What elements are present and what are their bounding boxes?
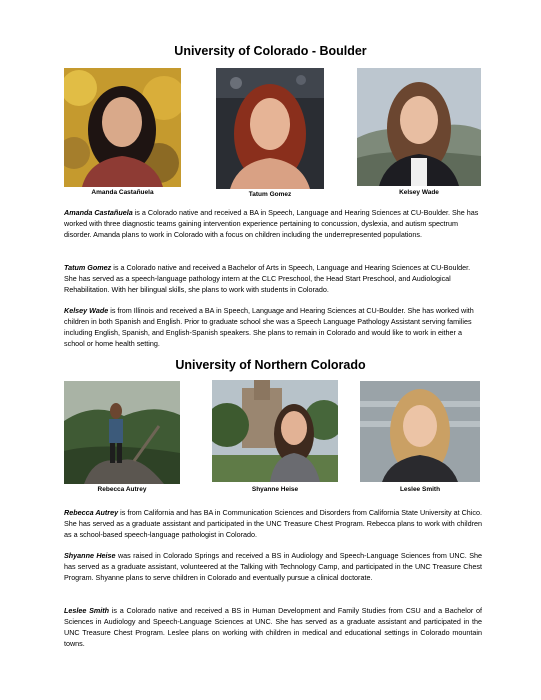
caption-tatum-gomez: Tatum Gomez (248, 191, 292, 198)
photo-amanda-castanuela (64, 68, 181, 187)
photo-tatum-gomez (216, 68, 324, 189)
caption-leslee-smith: Leslee Smith (399, 486, 441, 493)
bio-name-leslee-smith: Leslee Smith (64, 606, 110, 615)
bio-shyanne-heise (64, 550, 482, 583)
bio-amanda-castanuela (64, 207, 482, 240)
bio-tatum-gomez (64, 262, 482, 295)
bio-text-leslee-smith: is a Colorado native and received a BS in Human Development and Family Studies from CSU and a Bachelor of Sciences in Audiology and Speech-Language Sciences at UNC. She has served as a graduate assistant and participated in the UNC Treasure Chest Program. Leslee plans on working with children in medical and educational settings in Colorado mountain towns. (64, 606, 482, 649)
bio-text-tatum-gomez: is a Colorado native and received a Bachelor of Arts in Speech, Language and Hearing Sciences at CU-Boulder. She has served as a speech-language pathology intern at the CLC Preschool, the Head Start Preschool, and Audiological Rehabilitation. With her bilingual skills, she plans to work with students in Colorado. (64, 263, 471, 295)
bio-leslee-smith (64, 605, 482, 649)
caption-rebecca-autrey: Rebecca Autrey (97, 486, 147, 493)
bio-name-tatum-gomez: Tatum Gomez (64, 263, 112, 272)
caption-shyanne-heise: Shyanne Heise (251, 486, 299, 493)
bio-text-rebecca-autrey: is from California and has BA in Communication Sciences and Disorders from California State University at Chico. She has served as a graduate assistant and participated in the UNC Treasure Chest Program. Rebecca plans to work with children as a school-based speech-language pathologist in Colorado. (64, 508, 482, 540)
section-title-cu-boulder: University of Colorado - Boulder (174, 44, 367, 58)
bio-name-amanda-castanuela: Amanda Castañuela (64, 208, 133, 217)
photo-leslee-smith (360, 381, 480, 482)
bio-text-amanda-castanuela: is a Colorado native and received a BA in Speech, Language and Hearing Sciences at CU-Boulder. She has worked with three diagnostic teams gaining intervention experience pertaining to concussion, dyslexia, and autism spectrum disorder. Amanda plans to work in Colorado with a focus on children including the underrepresented populations. (64, 208, 479, 240)
bio-text-kelsey-wade: is from Illinois and received a BA in Speech, Language and Hearing Sciences at CU-Boulder. She has worked with children in both Spanish and English. Prior to graduate school she was a Speech Language Pathology Assistant serving families including English, Spanish, and English-Spanish speakers. She plans to remain in Colorado and would like to work in either a school or home health setting. (64, 306, 474, 349)
section-title-unc: University of Northern Colorado (175, 358, 366, 372)
photo-kelsey-wade (357, 68, 481, 186)
bio-text-shyanne-heise: was raised in Colorado Springs and received a BS in Audiology and Speech-Language Sciences from UNC. She has served as a graduate assistant, volunteered at the Talking with Technology Camp, and participated in the UNC Treasure Chest Program. Shyanne plans to serve children in Colorado and eventually pursue a clinical doctorate. (64, 551, 482, 583)
bio-name-kelsey-wade: Kelsey Wade (64, 306, 109, 315)
bio-name-shyanne-heise: Shyanne Heise (64, 551, 116, 560)
photo-shyanne-heise (212, 380, 338, 482)
bio-kelsey-wade (64, 305, 482, 349)
photo-rebecca-autrey (64, 381, 180, 484)
caption-amanda-castanuela: Amanda Castañuela (91, 189, 154, 196)
bio-name-rebecca-autrey: Rebecca Autrey (64, 508, 119, 517)
bio-rebecca-autrey (64, 507, 482, 540)
caption-kelsey-wade: Kelsey Wade (399, 189, 439, 196)
